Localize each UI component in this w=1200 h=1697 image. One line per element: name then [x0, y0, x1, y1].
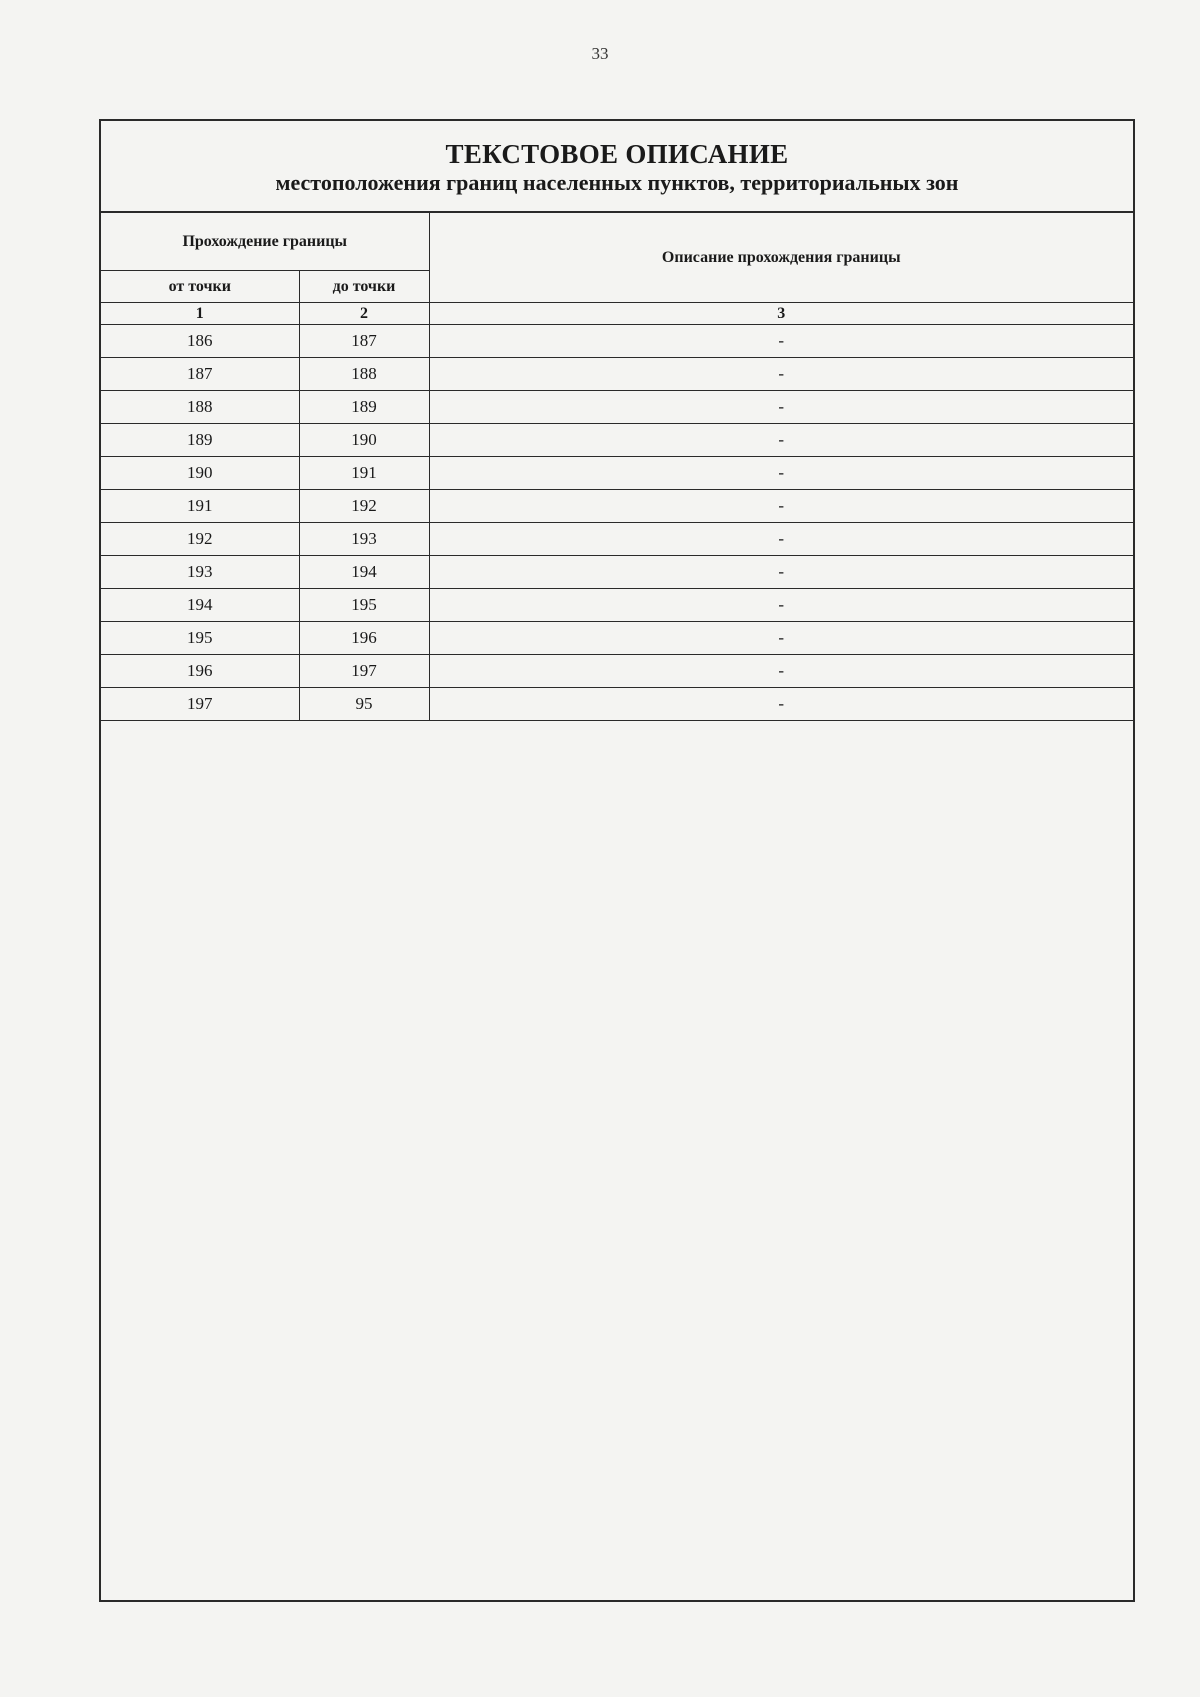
description-cell: -: [429, 391, 1133, 424]
to-point-cell: 187: [299, 325, 429, 358]
from-point-cell: 188: [101, 391, 299, 424]
table-row: [101, 622, 1133, 655]
column-number: 3: [429, 303, 1133, 325]
to-point-cell: 196: [299, 622, 429, 655]
from-point-cell: 197: [101, 688, 299, 721]
boundary-table: [101, 212, 1133, 721]
column-number: 2: [299, 303, 429, 325]
description-cell: -: [429, 556, 1133, 589]
to-point-cell: 194: [299, 556, 429, 589]
description-cell: -: [429, 523, 1133, 556]
from-point-cell: 187: [101, 358, 299, 391]
description-cell: -: [429, 589, 1133, 622]
table-row: [101, 490, 1133, 523]
from-point-cell: 192: [101, 523, 299, 556]
to-point-cell: 191: [299, 457, 429, 490]
boundary-passage-header: Прохождение границы: [101, 213, 429, 271]
table-row: [101, 655, 1133, 688]
from-point-header: от точки: [101, 271, 299, 303]
table-row: [101, 358, 1133, 391]
description-header: Описание прохождения границы: [429, 213, 1133, 303]
document-subtitle: местоположения границ населенных пунктов, территориальных зон: [275, 170, 959, 195]
from-point-cell: 195: [101, 622, 299, 655]
from-point-cell: 190: [101, 457, 299, 490]
to-point-cell: 193: [299, 523, 429, 556]
table-body: [101, 325, 1133, 721]
to-point-cell: 95: [299, 688, 429, 721]
description-cell: -: [429, 655, 1133, 688]
description-cell: -: [429, 688, 1133, 721]
from-point-cell: 196: [101, 655, 299, 688]
table-row: [101, 589, 1133, 622]
from-point-cell: 194: [101, 589, 299, 622]
table-row: [101, 556, 1133, 589]
from-point-cell: 191: [101, 490, 299, 523]
table-row: [101, 688, 1133, 721]
description-cell: -: [429, 424, 1133, 457]
table-row: [101, 424, 1133, 457]
from-point-cell: 193: [101, 556, 299, 589]
description-cell: -: [429, 622, 1133, 655]
to-point-cell: 197: [299, 655, 429, 688]
from-point-cell: 189: [101, 424, 299, 457]
to-point-header: до точки: [299, 271, 429, 303]
table-row: [101, 325, 1133, 358]
to-point-cell: 192: [299, 490, 429, 523]
description-cell: -: [429, 325, 1133, 358]
description-cell: -: [429, 490, 1133, 523]
table-row: [101, 523, 1133, 556]
table-row: [101, 391, 1133, 424]
page-number: 33: [591, 44, 609, 63]
table-row: [101, 457, 1133, 490]
to-point-cell: 188: [299, 358, 429, 391]
description-cell: -: [429, 457, 1133, 490]
column-number: 1: [101, 303, 299, 325]
from-point-cell: 186: [101, 325, 299, 358]
document-frame: [99, 119, 1135, 1602]
to-point-cell: 195: [299, 589, 429, 622]
document-title: ТЕКСТОВОЕ ОПИСАНИЕ: [445, 139, 789, 169]
title-block: [101, 121, 1133, 212]
to-point-cell: 190: [299, 424, 429, 457]
table-header: [101, 213, 1133, 325]
description-cell: -: [429, 358, 1133, 391]
to-point-cell: 189: [299, 391, 429, 424]
